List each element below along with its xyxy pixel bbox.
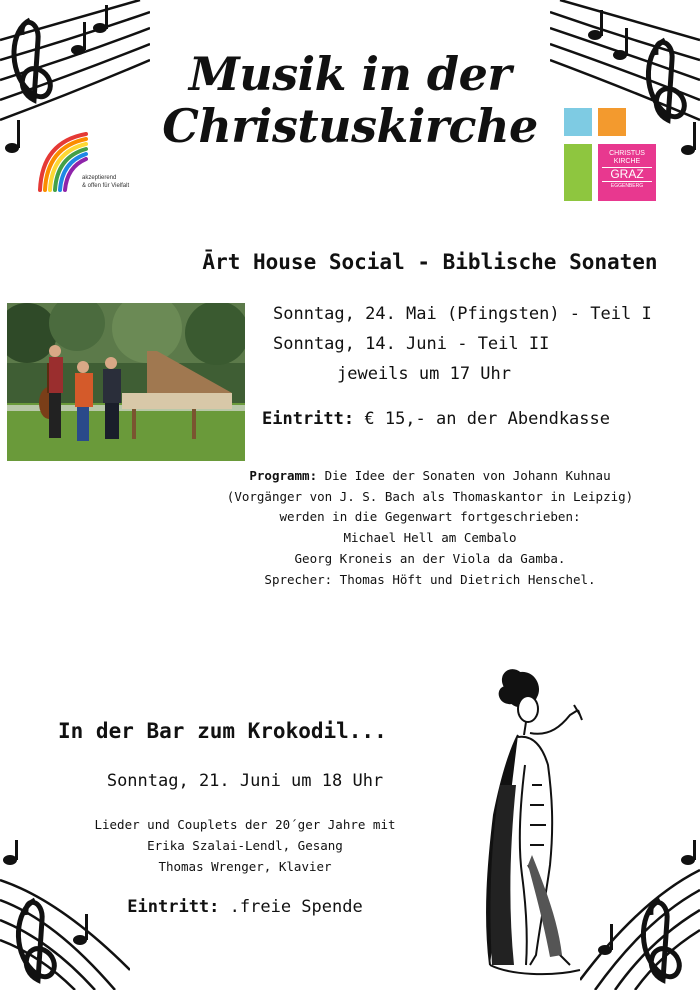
event2-date: Sonntag, 21. Juni um 18 Uhr bbox=[106, 771, 384, 791]
church-logo bbox=[598, 144, 656, 201]
event2-line-1: Lieder und Couplets der 20´ger Jahre mit bbox=[94, 817, 396, 832]
event1-date-2: Sonntag, 14. Juni - Teil II bbox=[273, 334, 550, 354]
event1-entry-label: Eintritt: bbox=[262, 409, 355, 429]
logo-line-3: GRAZ bbox=[602, 167, 652, 182]
program-label: Programm: bbox=[249, 468, 318, 483]
event2-entry bbox=[60, 897, 430, 917]
page-title-line-1: Musik in der bbox=[188, 47, 512, 101]
program-line-text: Die Idee der Sonaten von Johann Kuhnau bbox=[317, 468, 611, 483]
logo-line-1: CHRISTUS bbox=[609, 150, 645, 157]
event1-program-line-5: Georg Kroneis an der Viola da Gamba. bbox=[294, 550, 566, 566]
lady-illustration bbox=[470, 665, 600, 985]
event2-line-2: Erika Szalai-Lendl, Gesang bbox=[147, 838, 343, 853]
church-logo-orange-square bbox=[598, 108, 626, 136]
church-logo-blue-square bbox=[564, 108, 592, 136]
event1-program-line-6: Sprecher: Thomas Höft und Dietrich Henschel. bbox=[264, 571, 596, 587]
event1-program-line-4: Michael Hell am Cembalo bbox=[343, 530, 517, 546]
musicians-photo bbox=[7, 303, 245, 461]
rainbow-tagline-line-2: & offen für Vielfalt bbox=[82, 183, 130, 189]
event1-title: Ārt House Social - Biblische Sonaten bbox=[202, 250, 658, 274]
page-title-line-2: Christuskirche bbox=[162, 99, 538, 153]
event2-title: In der Bar zum Krokodil... bbox=[58, 719, 387, 743]
rainbow-tagline-line-1: akzeptierend bbox=[82, 175, 117, 181]
event1-program-line-3: werden in die Gegenwart fortgeschrieben: bbox=[279, 509, 581, 525]
event1-program-line-1 bbox=[195, 466, 665, 487]
event2-entry-value: .freie Spende bbox=[219, 897, 363, 917]
event1-entry-value: € 15,- an der Abendkasse bbox=[354, 409, 610, 429]
event2-description bbox=[60, 814, 430, 877]
event2-line-3: Thomas Wrenger, Klavier bbox=[158, 859, 332, 874]
event1-entry bbox=[262, 409, 610, 429]
event1-time: jeweils um 17 Uhr bbox=[337, 364, 511, 384]
logo-line-2: KIRCHE bbox=[613, 158, 641, 165]
event1-date-1: Sonntag, 24. Mai (Pfingsten) - Teil I bbox=[273, 304, 652, 324]
event1-program-line-2: (Vorgänger von J. S. Bach als Thomaskantor in Leipzig) bbox=[226, 488, 634, 504]
logo-line-4: EGGENBERG bbox=[610, 183, 644, 189]
rainbow-icon bbox=[36, 130, 88, 194]
rainbow-tagline bbox=[82, 174, 142, 190]
event1-program bbox=[195, 466, 665, 590]
church-logo-green-bar bbox=[564, 144, 592, 201]
event2-entry-label: Eintritt: bbox=[127, 897, 220, 917]
